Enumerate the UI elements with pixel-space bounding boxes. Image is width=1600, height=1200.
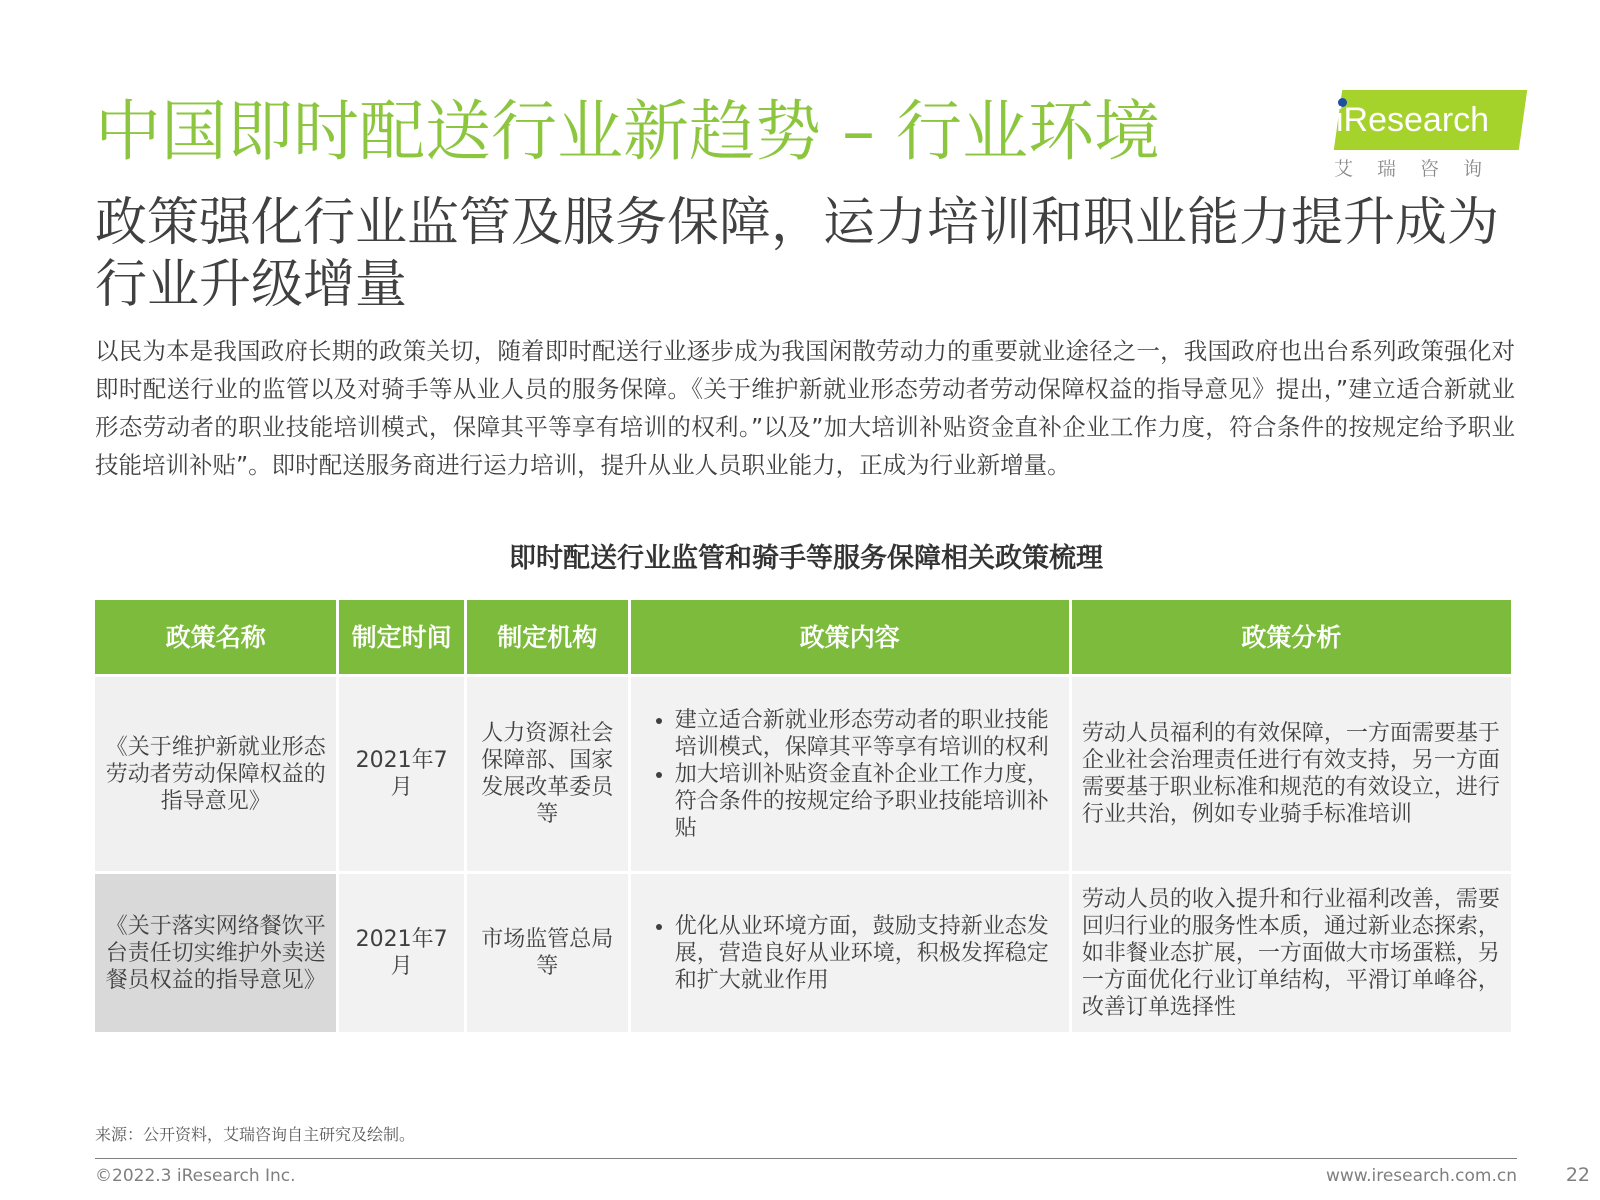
content-list	[641, 707, 1059, 842]
agency-cell: 人力资源社会保障部、国家发展改革委员等	[467, 677, 628, 871]
content-cell	[631, 677, 1069, 871]
table-row	[95, 677, 1511, 871]
header-content: 政策内容	[631, 600, 1069, 674]
agency-cell: 市场监管总局等	[467, 874, 628, 1032]
iresearch-logo	[1330, 82, 1530, 182]
logo-subtext: 艾瑞咨询	[1334, 158, 1507, 180]
date-cell: 2021年7月	[339, 874, 463, 1032]
header-policy-name: 政策名称	[95, 600, 336, 674]
intro-paragraph: 以民为本是我国政府长期的政策关切，随着即时配送行业逐步成为我国闲散劳动力的重要就业途径之一，我国政府也出台系列政策强化对即时配送行业的监管以及对骑手等从业人员的服务保障。《关于维护新就业形态劳动者劳动保障权益的指导意见》提出，”建立适合新就业形态劳动者的职业技能培训模式，保障其平等享有培训的权利。”以及”加大培训补贴资金直补企业工作力度，符合条件的按规定给予职业技能培训补贴”。即时配送服务商进行运力培训，提升从业人员职业能力，正成为行业新增量。	[95, 337, 1515, 479]
website-link[interactable]: www.iresearch.com.cn	[1325, 1166, 1517, 1186]
table-title: 即时配送行业监管和骑手等服务保障相关政策梳理	[509, 543, 1103, 574]
page-subtitle: 政策强化行业监管及服务保障，运力培训和职业能力提升成为行业升级增量	[95, 193, 1500, 315]
header-date: 制定时间	[339, 600, 463, 674]
policy-table	[92, 597, 1514, 1035]
policy-name-cell: 《关于落实网络餐饮平台责任切实维护外卖送餐员权益的指导意见》	[95, 874, 336, 1032]
content-bullet: • 优化从业环境方面，鼓励支持新业态发展，营造良好从业环境，积极发挥稳定和扩大就业作用	[675, 913, 1059, 994]
analysis-cell: 劳动人员的收入提升和行业福利改善，需要回归行业的服务性本质，通过新业态探索，如非餐业态扩展，一方面做大市场蛋糕，另一方面优化行业订单结构，平滑订单峰谷，改善订单选择性	[1072, 874, 1511, 1032]
page-number: 22	[1565, 1164, 1590, 1186]
logo-text: iResearch	[1336, 101, 1490, 139]
source-note: 来源：公开资料，艾瑞咨询自主研究及绘制。	[95, 1125, 416, 1144]
copyright: ©2022.3 iResearch Inc.	[95, 1166, 296, 1186]
page-title: 中国即时配送行业新趋势 – 行业环境	[95, 93, 1160, 170]
content-list	[641, 913, 1059, 994]
header-analysis: 政策分析	[1072, 600, 1511, 674]
date-cell: 2021年7月	[339, 677, 463, 871]
content-cell	[631, 874, 1069, 1032]
content-bullet: • 建立适合新就业形态劳动者的职业技能培训模式，保障其平等享有培训的权利	[675, 707, 1059, 761]
table-row	[95, 874, 1511, 1032]
footer-divider	[95, 1158, 1517, 1159]
policy-name-cell: 《关于维护新就业形态劳动者劳动保障权益的指导意见》	[95, 677, 336, 871]
header-agency: 制定机构	[467, 600, 628, 674]
table-header-row	[95, 600, 1511, 674]
content-bullet: • 加大培训补贴资金直补企业工作力度，符合条件的按规定给予职业技能培训补贴	[675, 761, 1059, 842]
analysis-cell: 劳动人员福利的有效保障，一方面需要基于企业社会治理责任进行有效支持，另一方面需要基于职业标准和规范的有效设立，进行行业共治，例如专业骑手标准培训	[1072, 677, 1511, 871]
